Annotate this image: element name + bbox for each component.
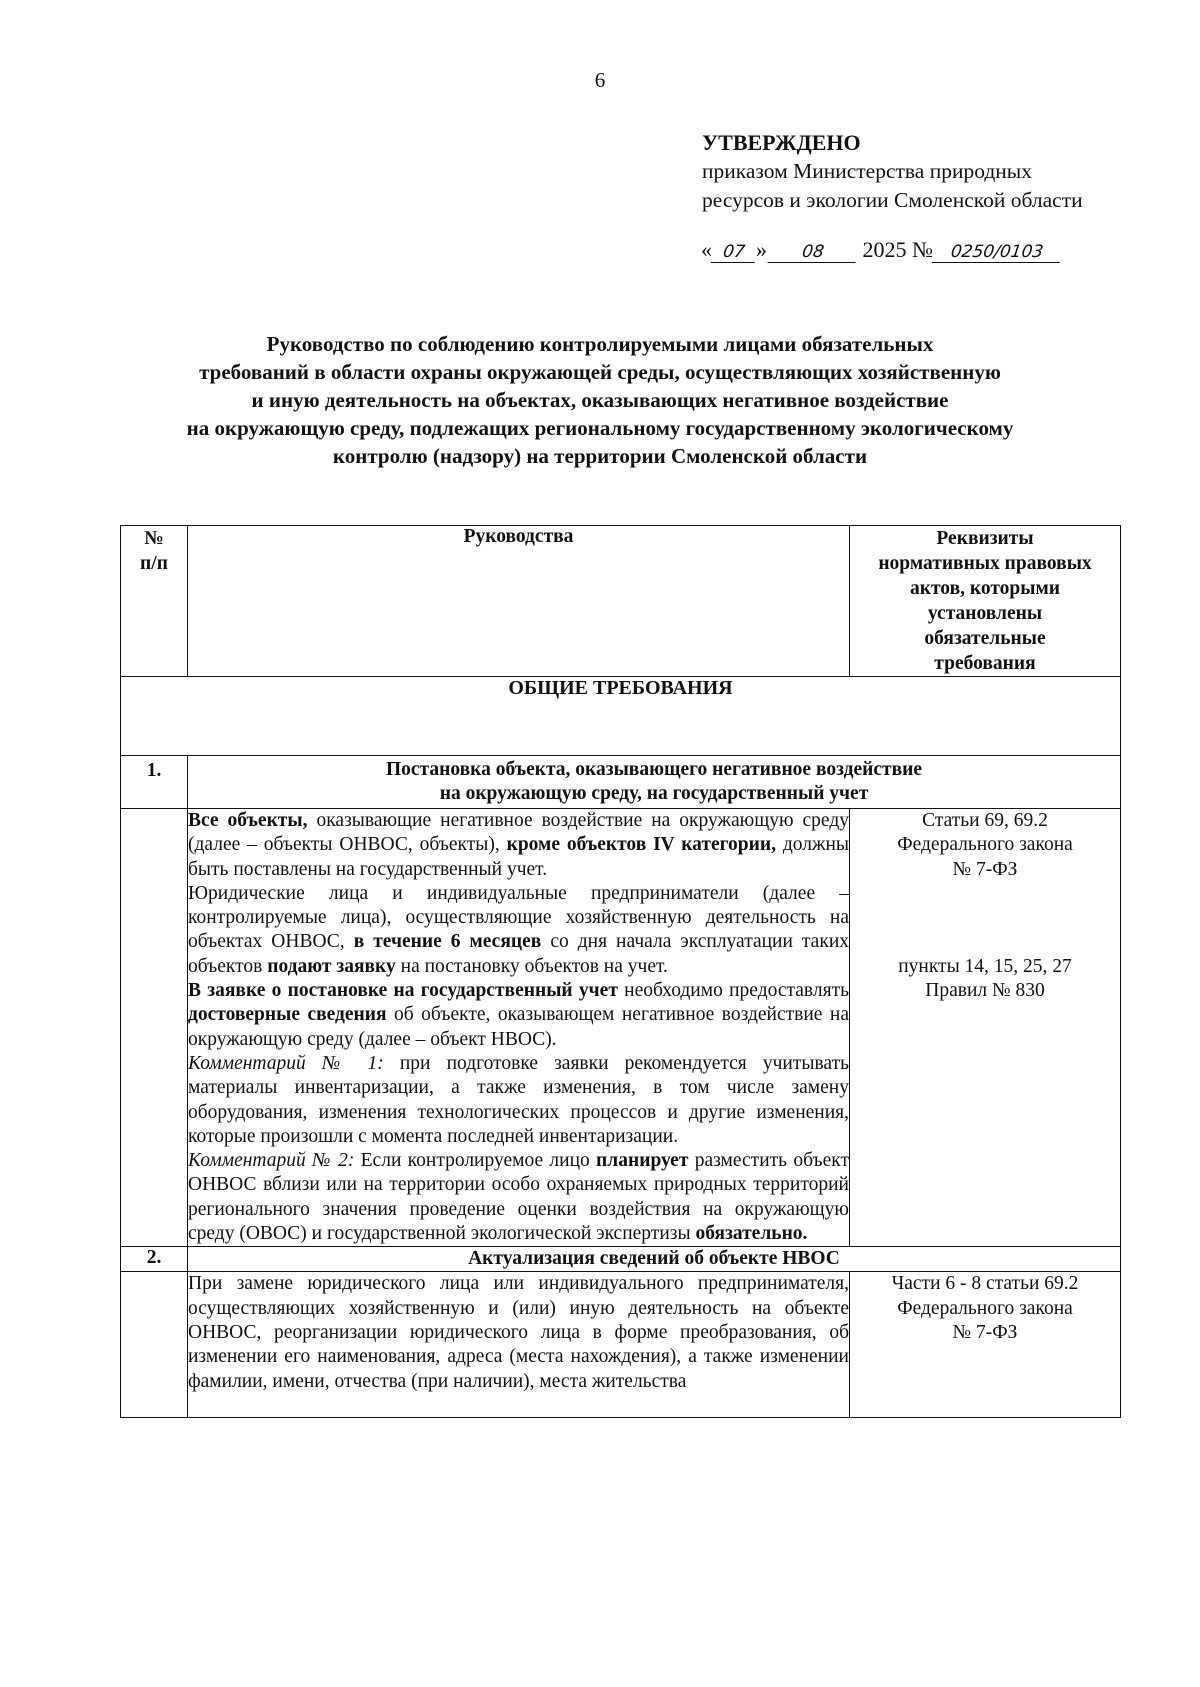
page-number: 6 (594, 68, 606, 92)
item-1-paragraph-3 (188, 979, 849, 1052)
item-1-number: 1. (121, 756, 188, 809)
item-1-guidance (188, 809, 850, 1247)
section-row (121, 677, 1121, 756)
handwritten-day: 07 (711, 242, 758, 263)
bold-text: подают заявку (267, 955, 396, 977)
header-number-line2: п/п (140, 553, 168, 574)
text: об объекте, оказывающем негативное воздействие на окружающую среду (далее – объект НВОС). (188, 1004, 850, 1050)
ref-line: № 7-ФЗ (952, 1321, 1018, 1343)
document-title (100, 330, 1100, 470)
header-ref-line: актов, которыми (910, 578, 1060, 599)
text: должны быть поставлены на государственный учет. (188, 834, 849, 880)
header-ref-line: Реквизиты (936, 528, 1034, 549)
item-2-references (850, 1272, 1121, 1418)
italic-text: Комментарий № 1: (188, 1052, 384, 1074)
header-ref-line: обязательные (924, 628, 1046, 649)
approval-line-2: ресурсов и экологии Смоленской области (702, 188, 1083, 212)
bold-text: Все объекты, (188, 810, 308, 831)
text: разместить объект ОНВОС вблизи или на территории особо охраняемых природных территорий регионального значения проведение оценки воздействия на окружающую среду (ОВОС) и государственной экологической экспертизы (188, 1150, 849, 1245)
item-1-body-row (121, 809, 1121, 1247)
header-number-line1: № (144, 528, 164, 549)
ref-line: пункты 14, 15, 25, 27 (898, 955, 1072, 977)
order-year: 2025 (862, 237, 907, 262)
title-line: и иную деятельность на объектах, оказывающих негативное воздействие (251, 388, 949, 412)
item-1-title-line2: на окружающую среду, на государственный учет (439, 783, 869, 804)
text: Юридические лица и индивидуальные предприниматели (далее – контролируемые лица), осуществляющие хозяйственную деятельность на объектах ОНВОС, (188, 882, 849, 953)
number-sign: № (912, 237, 933, 262)
item-2-body-row (121, 1272, 1121, 1418)
item-2-number: 2. (121, 1247, 188, 1272)
item-1-comment-1 (188, 1052, 849, 1149)
item-2-guidance (188, 1272, 850, 1418)
title-line: требований в области охраны окружающей среды, осуществляющих хозяйственную (199, 360, 1001, 384)
handwritten-month: 08 (768, 242, 859, 263)
ref-spacer (850, 882, 1120, 955)
item-1-references (850, 809, 1121, 1247)
text: на постановку объектов на учет. (395, 955, 668, 977)
bold-text: в течение 6 месяцев (353, 931, 542, 953)
table-header-row (121, 526, 1121, 677)
item-1-empty-number-cell (121, 809, 188, 1247)
title-line: контролю (надзору) на территории Смоленской области (332, 444, 868, 468)
header-guides: Руководства (188, 526, 850, 677)
quote-close: » (756, 237, 767, 262)
approval-line-1: приказом Министерства природных (702, 159, 1032, 183)
item-1-comment-2 (188, 1149, 849, 1246)
item-2-text-clip (188, 1272, 849, 1417)
text: при подготовке заявки рекомендуется учитывать материалы инвентаризации, а также изменения, в том числе замену оборудования, изменения технологических процессов и другие изменения, которые произошли с момента последней инвентаризации. (188, 1052, 849, 1147)
ref-line: Статьи 69, 69.2 (922, 810, 1048, 831)
item-2-paragraph: При замене юридического лица или индивидуального предпринимателя, осуществляющих хозяйственную и (или) иную деятельность на объекте ОНВОС, реорганизации юридического лица в форме преобразования, об изменении его наименования, адреса (места нахождения), а также изменении фамилии, имени, отчества (при наличии), места жительства (188, 1273, 849, 1392)
item-1-paragraph-1 (188, 809, 849, 882)
title-line: Руководство по соблюдению контролируемыми лицами обязательных (266, 332, 934, 356)
header-ref-line: установлены (927, 603, 1043, 624)
item-1-title (188, 756, 1121, 809)
header-number (121, 526, 188, 677)
ref-line: № 7-ФЗ (952, 858, 1018, 880)
italic-text: Комментарий № 2: (188, 1150, 355, 1172)
handwritten-order-number: 0250/0103 (932, 242, 1063, 263)
text: необходимо предоставлять (617, 980, 849, 1002)
header-references (850, 526, 1121, 677)
bold-text: обязательно. (695, 1223, 808, 1245)
item-2-empty-number-cell (121, 1272, 188, 1418)
text: оказывающие негативное воздействие на окружающую среду (далее – объекты ОНВОС, объекты), (188, 810, 849, 856)
item-2-heading-row (121, 1247, 1121, 1272)
order-date-number (701, 237, 1161, 263)
ref-line: Федерального закона (897, 834, 1073, 856)
ref-line: Части 6 - 8 статьи 69.2 (891, 1273, 1079, 1295)
bold-text: В заявке о постановке на государственный учет (188, 980, 618, 1002)
bold-text: планирует (596, 1150, 689, 1172)
bold-text: достоверные сведения (188, 1004, 387, 1026)
bold-text: кроме объектов IV категории, (506, 834, 776, 856)
text: Если контролируемое лицо (354, 1150, 597, 1172)
section-general-requirements: ОБЩИЕ ТРЕБОВАНИЯ (121, 677, 1121, 756)
ref-line: Федерального закона (897, 1297, 1073, 1319)
header-ref-line: нормативных правовых (878, 553, 1092, 574)
header-ref-line: требования (934, 653, 1036, 674)
item-2-title: Актуализация сведений об объекте НВОС (188, 1247, 1121, 1272)
approval-stamp-block (702, 128, 1172, 215)
requirements-table (120, 525, 1121, 1418)
approved-heading: УТВЕРЖДЕНО (702, 130, 861, 155)
item-1-paragraph-2 (188, 882, 849, 979)
title-line: на окружающую среду, подлежащих региональному государственному экологическому (186, 416, 1014, 440)
ref-line: Правил № 830 (925, 980, 1045, 1002)
item-1-title-line1: Постановка объекта, оказывающего негативное воздействие (385, 759, 922, 780)
quote-open: « (701, 237, 712, 262)
text: со дня начала эксплуатации таких объектов (188, 931, 849, 977)
item-1-heading-row (121, 756, 1121, 809)
